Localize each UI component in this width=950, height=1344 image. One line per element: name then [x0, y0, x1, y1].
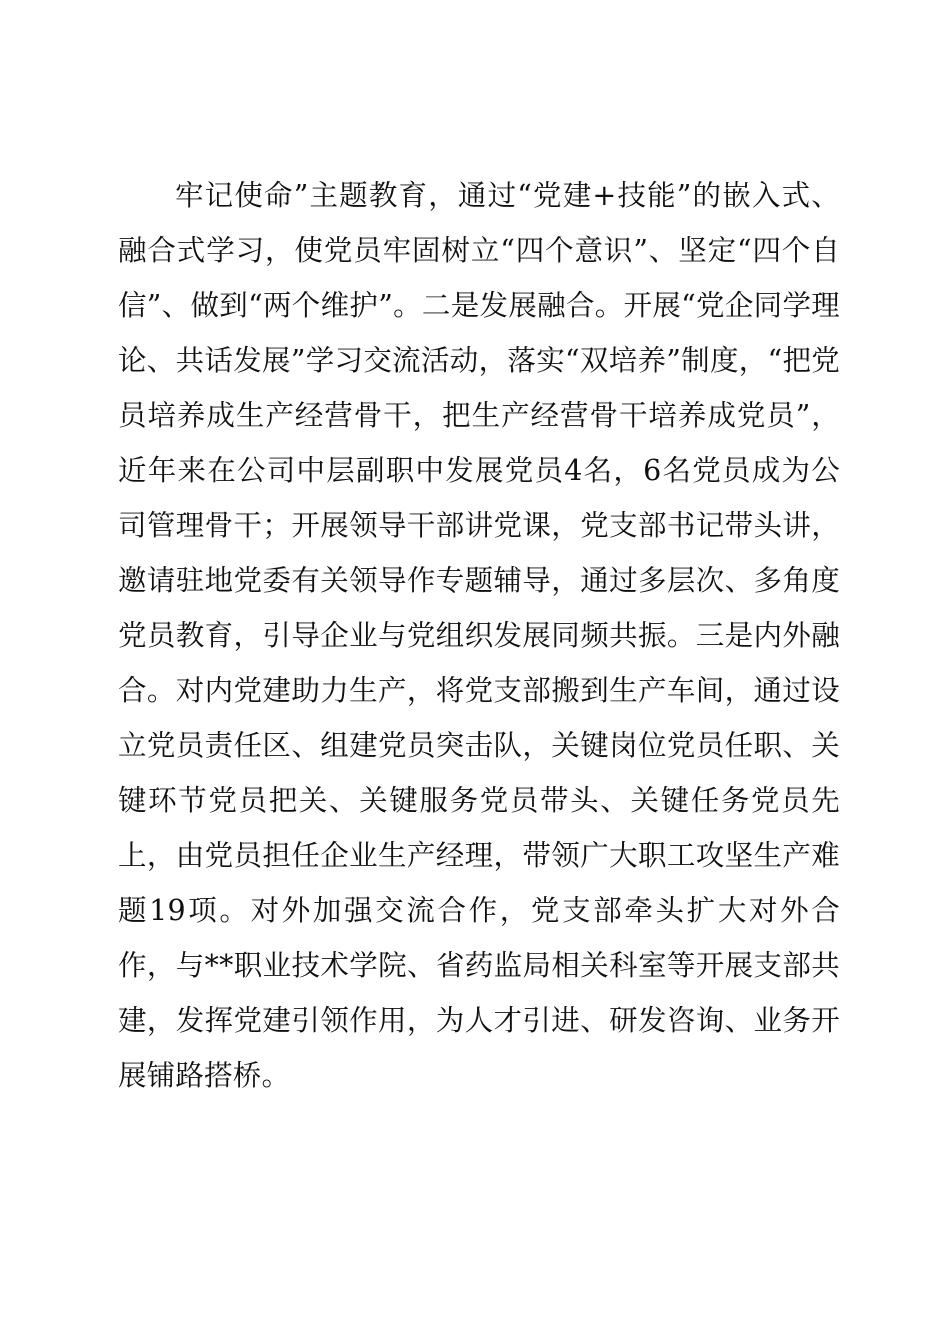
- document-body: [118, 168, 840, 1103]
- body-paragraph: 牢记使命”主题教育，通过“党建+技能”的嵌入式、融合式学习，使党员牢固树立“四个意识”、坚定“四个自信”、做到“两个维护”。二是发展融合。开展“党企同学理论、共话发展”学习交流活动，落实“双培养”制度，“把党员培养成生产经营骨干，把生产经营骨干培养成党员”，近年来在公司中层副职中发展党员4名，6名党员成为公司管理骨干；开展领导干部讲党课，党支部书记带头讲，邀请驻地党委有关领导作专题辅导，通过多层次、多角度党员教育，引导企业与党组织发展同频共振。三是内外融合。对内党建助力生产，将党支部搬到生产车间，通过设立党员责任区、组建党员突击队，关键岗位党员任职、关键环节党员把关、关键服务党员带头、关键任务党员先上，由党员担任企业生产经理，带领广大职工攻坚生产难题19项。对外加强交流合作，党支部牵头扩大对外合作，与**职业技术学院、省药监局相关科室等开展支部共建，发挥党建引领作用，为人才引进、研发咨询、业务开展铺路搭桥。: [118, 179, 840, 1092]
